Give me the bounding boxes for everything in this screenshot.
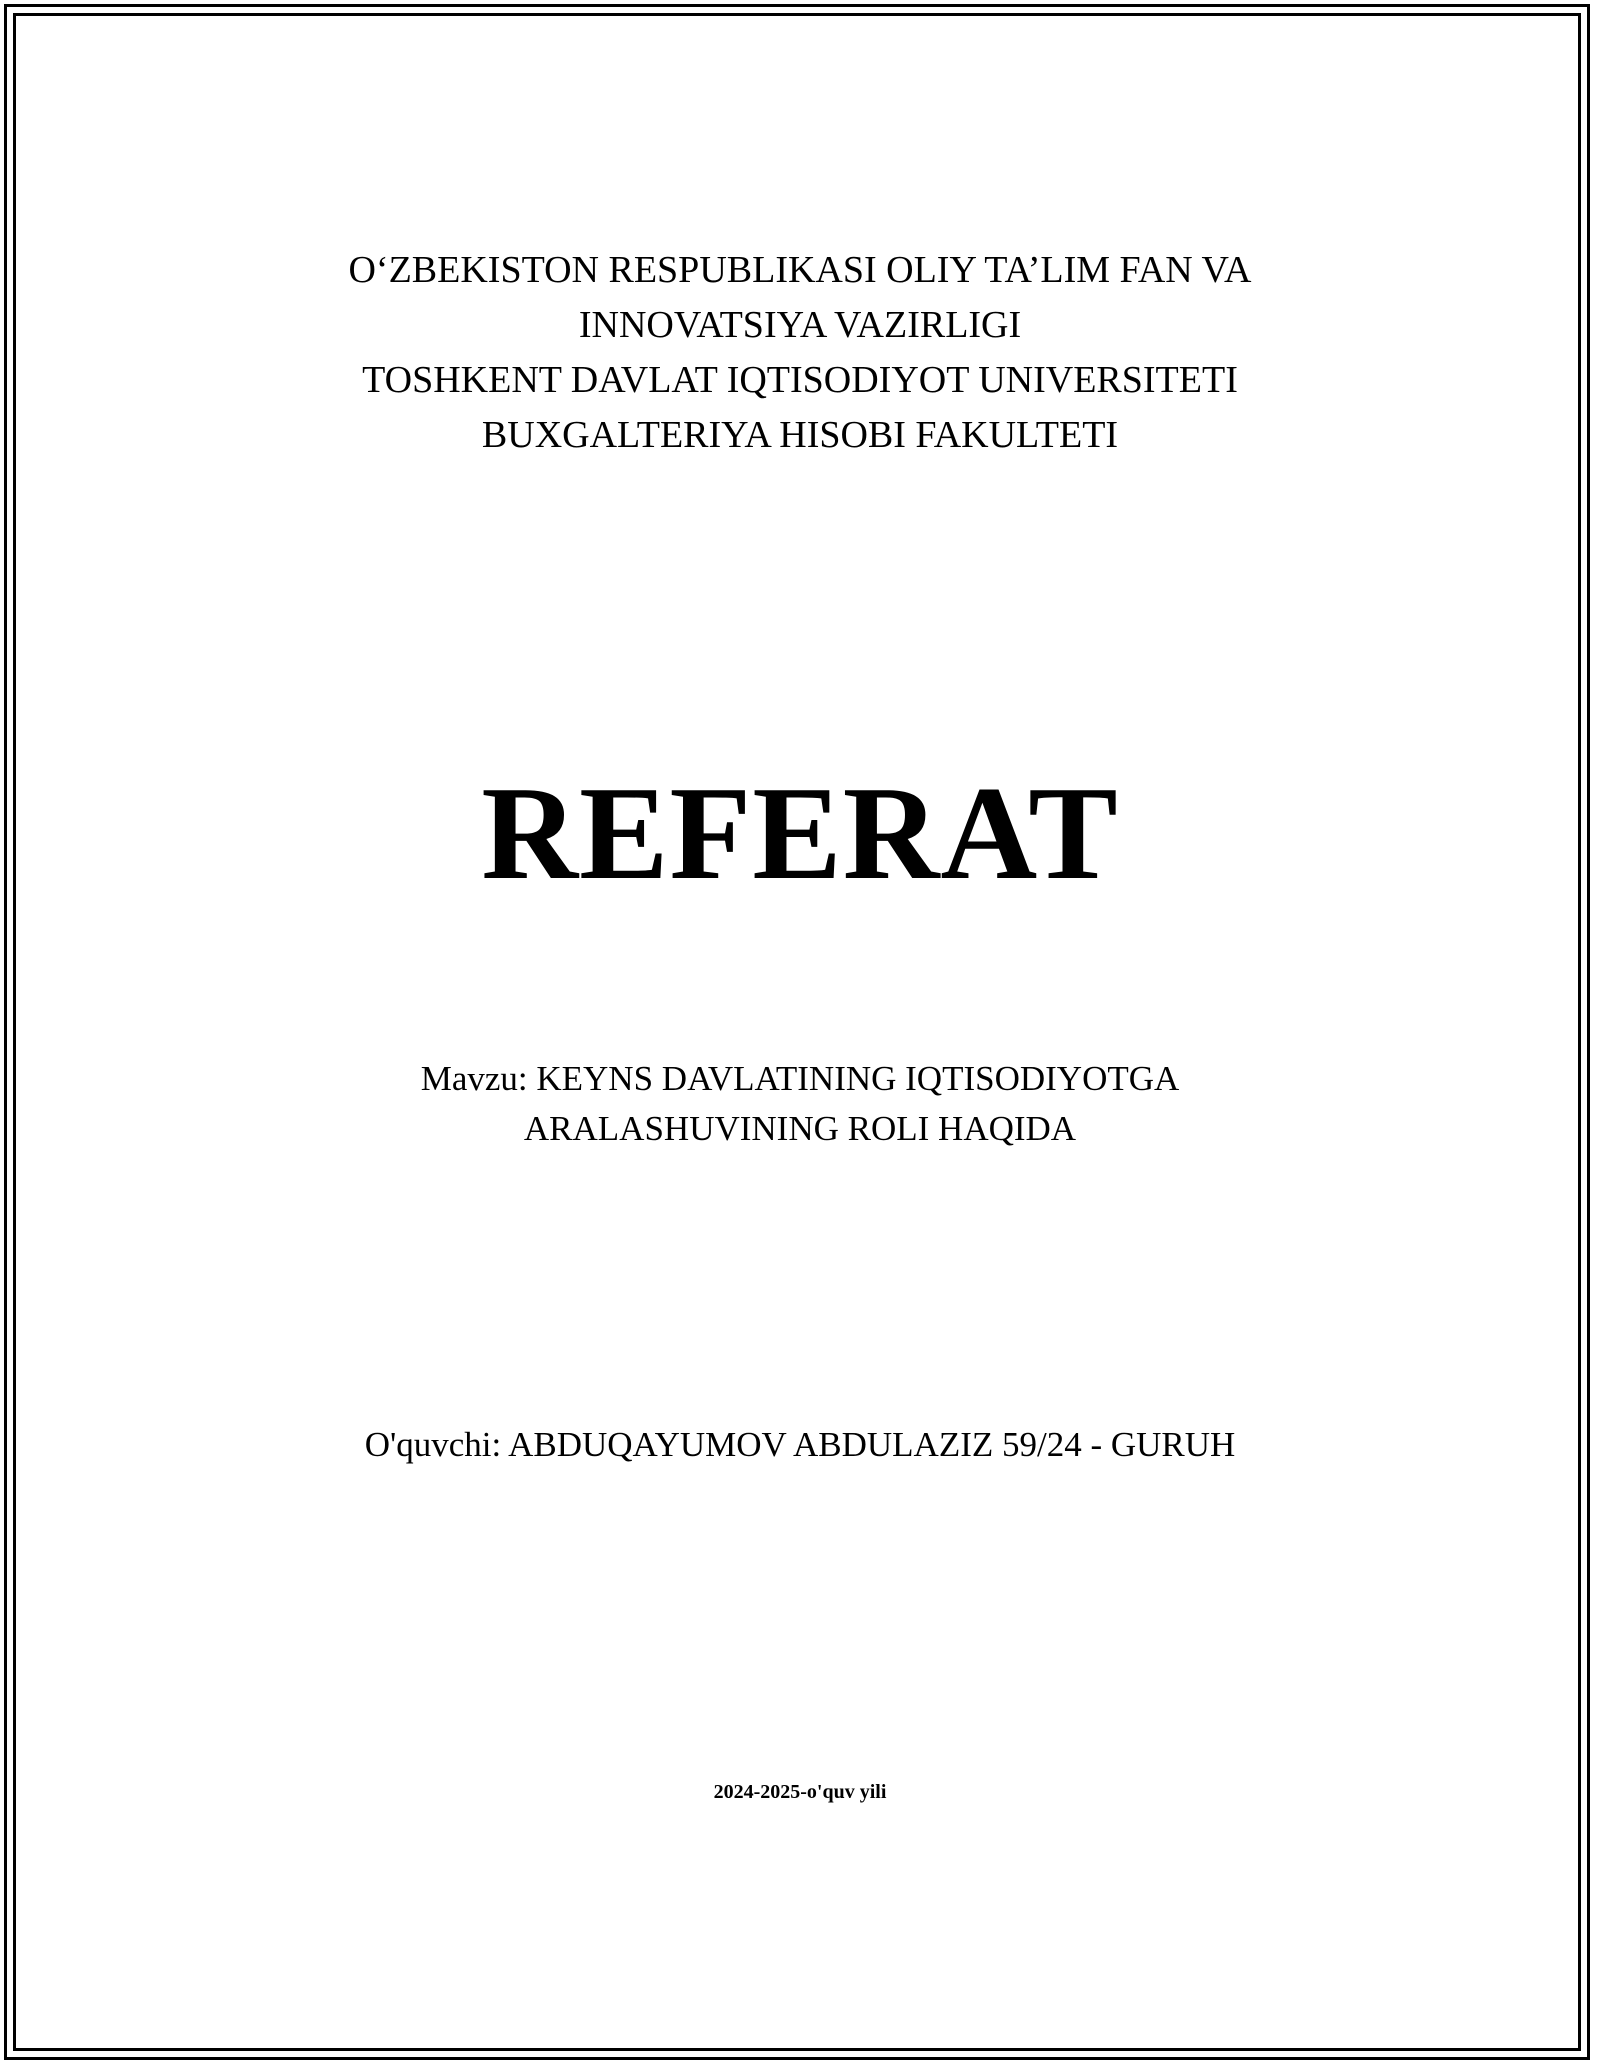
academic-year: 2024-2025-o'quv yili [713,1781,887,1803]
topic-line-2: ARALASHUVINING ROLI HAQIDA [523,1109,1077,1148]
ministry-header [0,243,1600,463]
header-line-university: TOSHKENT DAVLAT IQTISODIYOT UNIVERSITETI [362,359,1238,401]
header-line-ministry: O‘ZBEKISTON RESPUBLIKASI OLIY TA’LIM FAN VA [348,249,1252,291]
topic-block [0,1054,1600,1154]
topic-line-1: Mavzu: KEYNS DAVLATINING IQTISODIYOTGA [420,1059,1180,1098]
header-line-faculty: BUXGALTERIYA HISOBI FAKULTETI [481,414,1119,456]
student-info: O'quvchi: ABDUQAYUMOV ABDULAZIZ 59/24 - GURUH [364,1425,1236,1464]
document-title: REFERAT [481,759,1119,907]
header-line-ministry-cont: INNOVATSIYA VAZIRLIGI [578,304,1022,346]
